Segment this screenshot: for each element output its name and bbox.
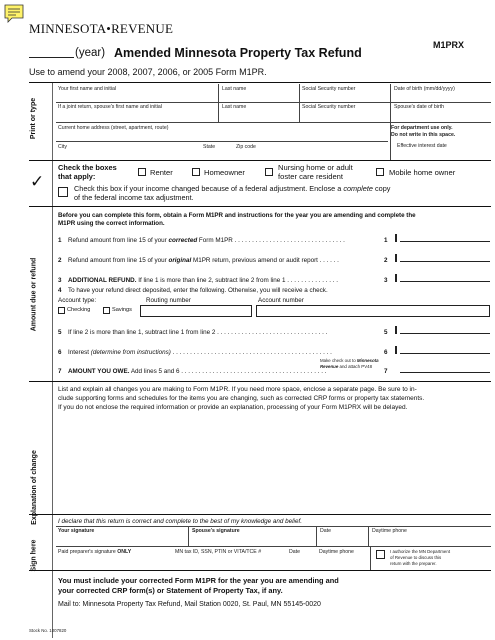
section-explanation: Explanation of change <box>30 450 38 525</box>
spouse-ssn-label: Social Security number <box>302 104 356 110</box>
line-6-tick <box>395 346 397 354</box>
spouse-last-label: Last name <box>222 104 247 110</box>
row-line <box>56 102 491 103</box>
line-2-text-c: M1PR return, previous amend or audit report . . . . . . <box>192 257 339 264</box>
spouse-first-label: If a joint return, spouse's first name and initial <box>58 104 162 110</box>
line-4-text: To have your refund direct deposited, enter the following. Otherwise, you will receive a check. <box>68 287 328 294</box>
line-7-amount[interactable] <box>400 365 490 373</box>
authorize-text-2: of Revenue to discuss this <box>390 555 442 560</box>
declaration: I declare that this return is correct and complete to the best of my knowledge and belief. <box>58 518 302 525</box>
your-signature-label: Your signature <box>58 528 95 534</box>
homeowner-checkbox[interactable] <box>192 168 200 176</box>
line-1-amount[interactable] <box>400 234 490 242</box>
year-blank[interactable] <box>29 57 74 58</box>
nursing-label: Nursing home or adult <box>278 163 353 172</box>
mobile-home-checkbox[interactable] <box>376 168 384 176</box>
header-rule <box>29 82 491 83</box>
col-line <box>370 546 371 570</box>
last-name-label: Last name <box>222 86 247 92</box>
section-print: Print or type <box>30 97 38 139</box>
authorize-text-3: return with the preparer. <box>390 561 437 566</box>
instructions-a: Before you can complete this form, obtain a Form M1PR and instructions for the year you are amending and complete the <box>58 212 416 219</box>
first-name-label: Your first name and initial <box>58 86 117 92</box>
section-sign: Sign here <box>30 539 38 571</box>
date-label: Date <box>320 528 331 534</box>
section-rule <box>29 514 491 515</box>
line-2-amount[interactable] <box>400 254 490 262</box>
account-type-label: Account type: <box>58 297 97 304</box>
line-3-end: 3 <box>384 277 388 284</box>
checking-checkbox[interactable] <box>58 307 65 314</box>
mail-address: Mail to: Minnesota Property Tax Refund, Mail Station 0020, St. Paul, MN 55145-0020 <box>58 601 321 608</box>
dept-note: For department use only. <box>391 125 453 131</box>
federal-copy: copy <box>374 184 391 193</box>
line-2-text <box>68 257 339 264</box>
section-amount: Amount due or refund <box>30 257 38 331</box>
instructions-b: M1PR using the correct information. <box>58 220 165 227</box>
line-7-end: 7 <box>384 368 388 375</box>
spouse-dob-label: Spouse's date of birth <box>394 104 445 110</box>
row-line <box>56 141 388 142</box>
must-include: You must include your corrected Form M1PR for the year you are amending and <box>58 576 339 585</box>
explanation-p1: List and explain all changes you are making to Form M1PR. If you need more space, enclose a separate page. Be sure to in- <box>58 386 417 393</box>
explanation-p2: clude supporting forms and schedules for the items you are changing, such as corrected CRP forms or property tax statements. <box>58 395 425 402</box>
line-3-number: 3 <box>58 277 62 284</box>
account-number-label: Account number <box>258 297 304 304</box>
savings-label: Savings <box>112 307 132 313</box>
homeowner-label: Homeowner <box>204 168 245 177</box>
preparer-id-label: MN tax ID, SSN, PTIN or VITA/TCE # <box>175 549 262 555</box>
line-6-text-c: . . . . . . . . . . . . . . . . . . . . . . . . . . . . . . . . . . . . . . . . . . . . . . <box>172 349 332 356</box>
checkmark-icon: ✓ <box>30 172 45 191</box>
preparer-signature-text: Paid preparer's signature <box>58 549 116 555</box>
line-3-amount[interactable] <box>400 274 490 282</box>
line-5-number: 5 <box>58 329 62 336</box>
state-label: State <box>203 144 216 150</box>
checking-label: Checking <box>67 307 91 313</box>
check-note-d: and attach PV48 <box>339 364 373 369</box>
dept-note-2: Do not write in this space. <box>391 132 456 138</box>
mobile-label: Mobile home owner <box>389 168 456 177</box>
section-rule <box>29 381 491 382</box>
line-6-amount[interactable] <box>400 346 490 354</box>
section-rule <box>29 160 491 161</box>
line-5-text: If line 2 is more than line 1, subtract line 1 from line 2 . . . . . . . . . . . . . . . . . . . . . . . . . . . . . . . . <box>68 329 328 336</box>
line-2-end: 2 <box>384 257 388 264</box>
routing-label: Routing number <box>146 297 191 304</box>
daytime-phone-label: Daytime phone <box>372 528 407 534</box>
line-5-tick <box>395 326 397 334</box>
subtitle: Use to amend your 2008, 2007, 2006, or 2005 Form M1PR. <box>29 67 267 77</box>
federal-text-a: Check this box if your income changed because of a federal adjustment. Enclose a <box>74 184 342 193</box>
zip-label: Zip code <box>236 144 256 150</box>
line-1-end: 1 <box>384 237 388 244</box>
section-rule <box>29 570 491 571</box>
col-line <box>299 84 300 122</box>
page-title: Amended Minnesota Property Tax Refund <box>114 46 362 60</box>
federal-text <box>74 184 390 193</box>
form-code: M1PRX <box>433 40 465 50</box>
federal-text-2: of the federal income tax adjustment. <box>74 193 194 202</box>
check-note-2 <box>320 364 372 369</box>
check-boxes-label: Check the boxes <box>58 163 117 172</box>
row-line <box>56 546 491 547</box>
col-line <box>316 526 317 546</box>
line-1-text-c: Form M1PR . . . . . . . . . . . . . . . . . . . . . . . . . . . . . . . . <box>198 237 345 244</box>
line-6-number: 6 <box>58 349 62 356</box>
stock-number: Stock No. 1007820 <box>29 628 67 633</box>
line-5-end: 5 <box>384 329 388 336</box>
logo: MINNESOTA•REVENUE <box>29 21 174 36</box>
renter-checkbox[interactable] <box>138 168 146 176</box>
line-6-text-a: Interest <box>68 349 89 356</box>
savings-checkbox[interactable] <box>103 307 110 314</box>
address-label: Current home address (street, apartment, route) <box>58 125 169 131</box>
dob-label: Date of birth (mm/dd/yyyy) <box>394 86 455 92</box>
preparer-phone-label: Daytime phone <box>319 549 354 555</box>
ssn-label: Social Security number <box>302 86 356 92</box>
section-rule <box>29 206 491 207</box>
preparer-signature-label <box>58 549 131 555</box>
routing-number-field[interactable] <box>140 305 252 317</box>
line-7-text-b: Add lines 5 and 6 . . . . . . . . . . . . . . . . . . . . . . . . . . . . . . . . . . . . . . . . . . <box>130 368 327 375</box>
line-2-tick <box>395 254 397 262</box>
check-note-c: Revenue <box>320 364 339 369</box>
line-7-text <box>68 368 326 375</box>
city-label: City <box>58 144 67 150</box>
line-2-original: original <box>168 257 192 264</box>
authorize-text: I authorize the MN Department <box>390 549 451 554</box>
line-3-tick <box>395 274 397 282</box>
line-3-label: ADDITIONAL REFUND. <box>68 277 137 284</box>
line-2-number: 2 <box>58 257 62 264</box>
check-note-b: Minnesota <box>356 358 379 363</box>
explanation-p3: If you do not enclose the required information or provide an explanation, processing of your Form M1PRX will be delayed. <box>58 404 408 411</box>
spouse-signature-label: Spouse's signature <box>192 528 240 534</box>
col-line <box>218 84 219 122</box>
note-icon <box>4 4 24 24</box>
col-line <box>390 84 391 160</box>
preparer-date-label: Date <box>289 549 300 555</box>
federal-adjustment-checkbox[interactable] <box>58 187 68 197</box>
row-line <box>56 526 491 527</box>
authorize-checkbox[interactable] <box>376 550 385 559</box>
account-number-field[interactable] <box>256 305 490 317</box>
federal-complete: complete <box>343 184 373 193</box>
line-7-number: 7 <box>58 368 62 375</box>
section-divider <box>52 83 53 638</box>
line-3-text <box>68 277 338 284</box>
line-1-number: 1 <box>58 237 62 244</box>
col-line <box>188 526 189 546</box>
line-1-corrected: corrected <box>168 237 198 244</box>
explanation-area[interactable] <box>56 414 491 514</box>
line-1-text-a: Refund amount from line 15 of your <box>68 237 167 244</box>
title-year-suffix: (year) <box>75 47 106 59</box>
line-7-label: AMOUNT YOU OWE. <box>68 368 130 375</box>
row-line <box>56 122 491 123</box>
must-include-2: your corrected CRP form(s) or Statement of Property Tax, if any. <box>58 586 283 595</box>
check-note-a: Make check out to <box>320 358 356 363</box>
col-line <box>368 526 369 546</box>
preparer-only: ONLY <box>117 549 132 555</box>
line-1-tick <box>395 234 397 242</box>
line-6-end: 6 <box>384 349 388 356</box>
line-2-text-a: Refund amount from line 15 of your <box>68 257 167 264</box>
effective-date-label: Effective interest date <box>397 143 447 149</box>
line-3-text-b: If line 1 is more than line 2, subtract line 2 from line 1 . . . . . . . . . . . . . . . <box>138 277 339 284</box>
nursing-home-checkbox[interactable] <box>265 168 273 176</box>
check-boxes-label-2: that apply: <box>58 172 96 181</box>
nursing-label-2: foster care resident <box>278 172 343 181</box>
line-4-number: 4 <box>58 287 62 294</box>
line-5-amount[interactable] <box>400 326 490 334</box>
check-note <box>320 358 379 363</box>
line-6-instructions: (determine from instructions) <box>90 349 171 356</box>
line-6-text <box>68 349 332 356</box>
line-1-text <box>68 237 345 244</box>
renter-label: Renter <box>150 168 173 177</box>
